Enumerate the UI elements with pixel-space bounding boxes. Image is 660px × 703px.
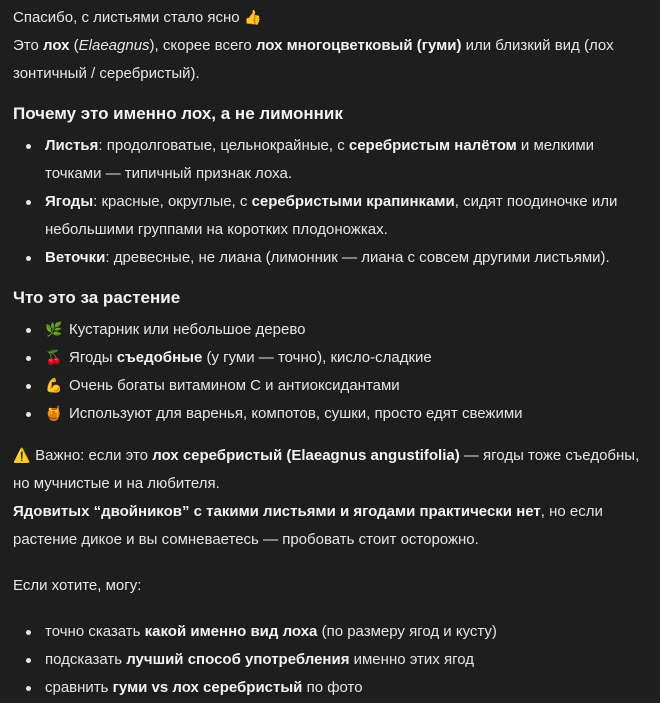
list-item: подсказать лучший способ употребления именно этих ягод [13, 646, 648, 674]
what-list [13, 316, 648, 428]
herb-icon: 🌿 [45, 322, 63, 338]
poison-paragraph: Ядовитых “двойников” с такими листьями и ягодами практически нет, но если растение дикое и вы сомневаетесь — пробовать стоит осторожно. [13, 503, 603, 548]
list-item: 🍒 Ягоды съедобные (у гуми — точно), кисло-сладкие [13, 344, 648, 372]
intro-paragraph: Это лох (Elaeagnus), скорее всего лох многоцветковый (гуми) или близкий вид (лох зонтичный / серебристый). [13, 37, 614, 82]
list-item: 🌿 Кустарник или небольшое дерево [13, 316, 648, 344]
warning-paragraph: ⚠️ Важно: если это лох серебристый (Elaeagnus angustifolia) — ягоды тоже съедобны, но мучнистые и на любителя. [13, 442, 648, 498]
honey-pot-icon: 🍯 [45, 406, 63, 422]
list-item: 🍯 Используют для варенья, компотов, сушки, просто едят свежими [13, 400, 648, 428]
thumbs-up-icon: 👍 [244, 10, 262, 26]
cherries-icon: 🍒 [45, 350, 63, 366]
warning-icon: ⚠️ [13, 448, 31, 464]
list-item: Листья: продолговатые, цельнокрайные, с серебристым налётом и мелкими точками — типичный признак лоха. [13, 132, 648, 188]
offer-list [13, 618, 648, 702]
list-item: сравнить гуми vs лох серебристый по фото [13, 674, 648, 702]
thanks-line: Спасибо, с листьями стало ясно 👍 [13, 4, 648, 32]
section-heading-what: Что это за растение [13, 288, 181, 307]
muscle-icon: 💪 [45, 378, 63, 394]
list-item: Ягоды: красные, округлые, с серебристыми крапинками, сидят поодиночке или небольшими группами на коротких плодоножках. [13, 188, 648, 244]
list-item: 💪 Очень богаты витамином C и антиоксидантами [13, 372, 648, 400]
offer-intro: Если хотите, могу: [13, 577, 142, 594]
list-item: Веточки: древесные, не лиана (лимонник — лиана с совсем другими листьями). [13, 244, 648, 272]
why-list [13, 132, 648, 272]
list-item: точно сказать какой именно вид лоха (по размеру ягод и кусту) [13, 618, 648, 646]
section-heading-why: Почему это именно лох, а не лимонник [13, 104, 343, 123]
